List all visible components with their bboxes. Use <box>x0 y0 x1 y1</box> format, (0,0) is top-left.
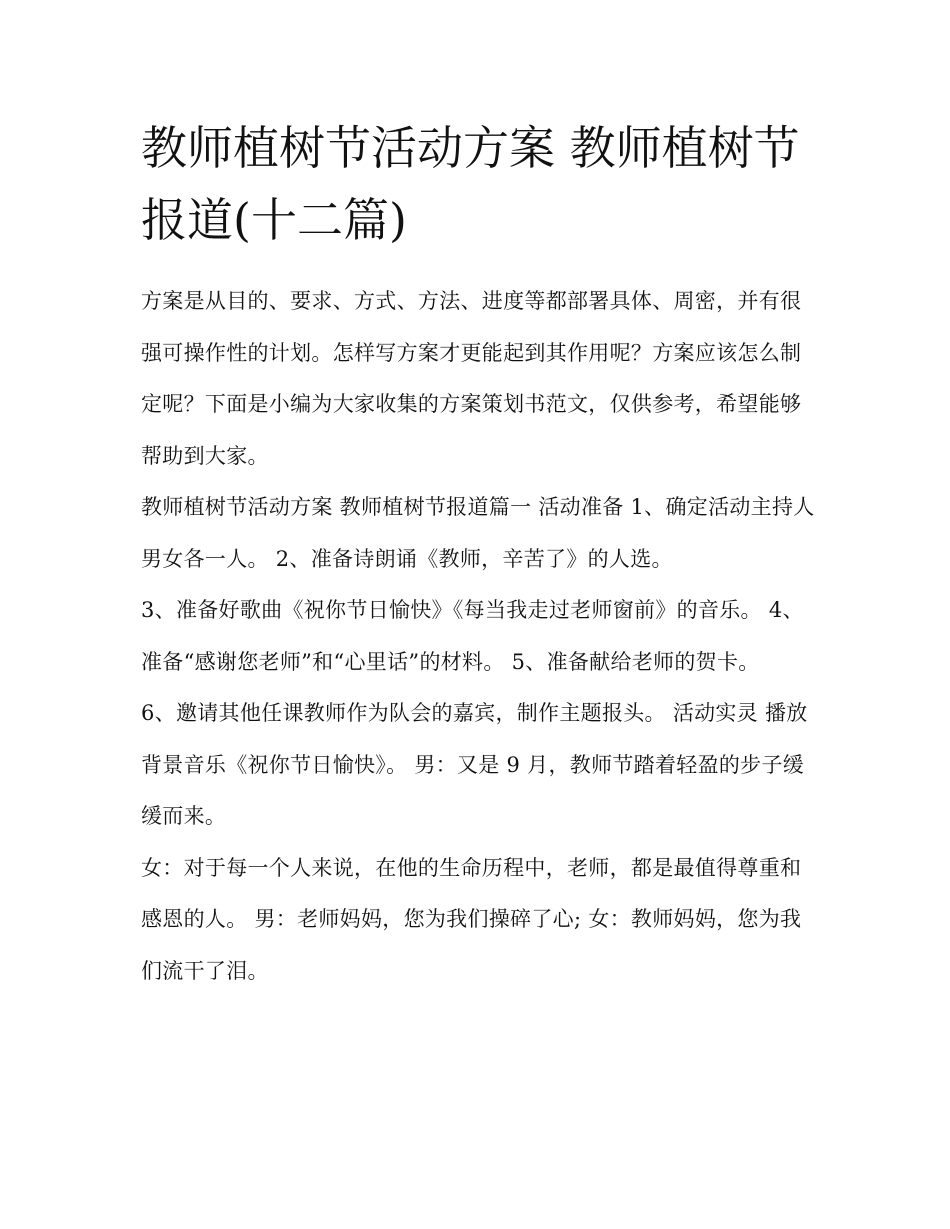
document-page <box>141 112 816 997</box>
body-paragraph: 女：对于每一个人来说，在他的生命历程中，老师，都是最值得尊重和感恩的人。 男：老师妈妈，您为我们操碎了心; 女：教师妈妈，您为我们流干了泪。 <box>141 855 802 983</box>
body-paragraph: 3、准备好歌曲《祝你节日愉快》《每当我走过老师窗前》的音乐。 4、准备“感谢您老师”和“心里话”的材料。 5、准备献给老师的贺卡。 <box>141 598 804 674</box>
document-title: 教师植树节活动方案 教师植树节报道(十二篇) <box>141 121 800 247</box>
body-paragraph: 6、邀请其他任课教师作为队会的嘉宾，制作主题报头。 活动实灵 播放背景音乐《祝你节日愉快》。 男：又是 9 月，教师节踏着轻盈的步子缓缓而来。 <box>141 701 808 828</box>
body-paragraph: 教师植树节活动方案 教师植树节报道篇一 活动准备 1、确定活动主持人男女各一人。 2、准备诗朗诵《教师，辛苦了》的人选。 <box>141 495 815 571</box>
intro-paragraph: 方案是从目的、要求、方式、方法、进度等都部署具体、周密，并有很强可操作性的计划。怎样写方案才更能起到其作用呢？方案应该怎么制定呢？下面是小编为大家收集的方案策划书范文，仅供参考，希望能够帮助到大家。 <box>141 289 802 468</box>
